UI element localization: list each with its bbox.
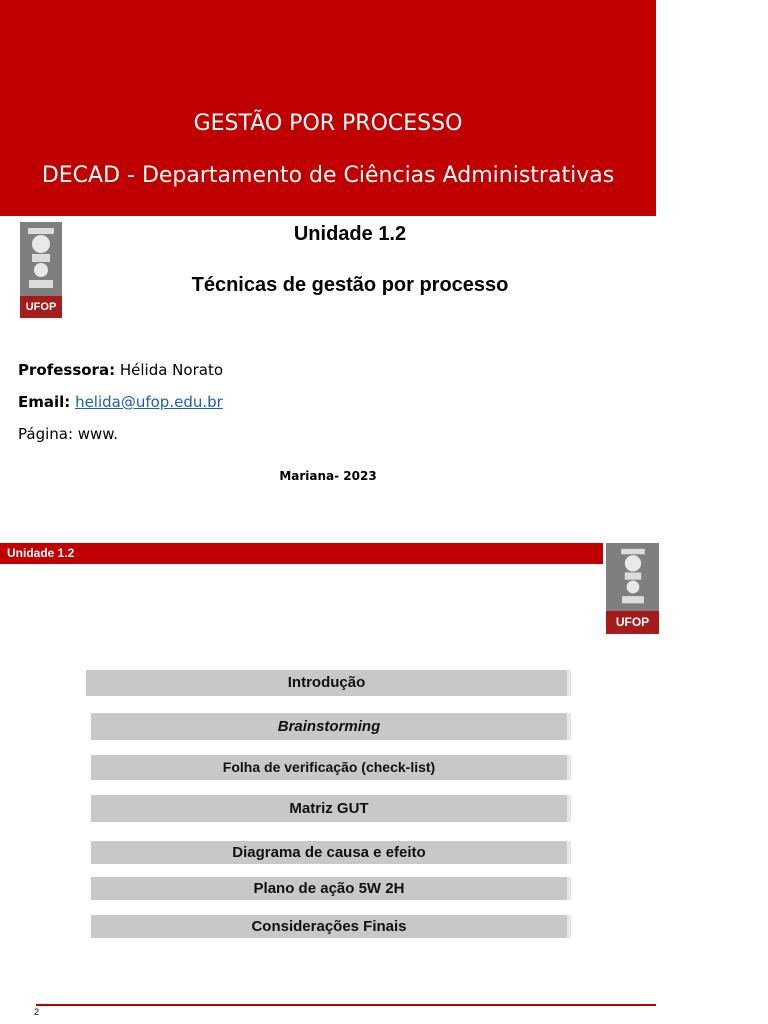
professor-line bbox=[18, 361, 223, 379]
ufop-logo-text: UFOP bbox=[20, 296, 62, 318]
agenda-item-diagrama[interactable]: Diagrama de causa e efeito bbox=[91, 841, 571, 864]
unit-title: Unidade 1.2 bbox=[293, 223, 407, 245]
ufop-logo-text: UFOP bbox=[606, 611, 659, 634]
agenda-item-consideracoes[interactable]: Considerações Finais bbox=[91, 915, 571, 938]
agenda-item-introducao[interactable]: Introdução bbox=[86, 670, 571, 696]
agenda-item-folha-verificacao[interactable]: Folha de verificação (check-list) bbox=[91, 755, 571, 780]
email-line bbox=[18, 393, 223, 411]
ufop-logo-2 bbox=[606, 543, 659, 634]
agenda-item-matriz-gut[interactable]: Matriz GUT bbox=[91, 795, 571, 822]
professor-label: Professora: bbox=[18, 361, 116, 379]
slide2-header-bar bbox=[0, 543, 603, 564]
agenda-item-brainstorming[interactable]: Brainstorming bbox=[91, 713, 571, 740]
email-link[interactable]: helida@ufop.edu.br bbox=[75, 393, 223, 411]
footer-divider bbox=[36, 1004, 656, 1006]
course-title: GESTÃO POR PROCESSO bbox=[193, 111, 463, 136]
unit-subtitle: Técnicas de gestão por processo bbox=[191, 274, 509, 296]
professor-name: Hélida Norato bbox=[119, 361, 223, 379]
agenda-item-plano-acao[interactable]: Plano de ação 5W 2H bbox=[91, 877, 571, 900]
page-line: Página: www. bbox=[18, 425, 118, 443]
slide2-header: Unidade 1.2 bbox=[7, 546, 75, 560]
place-date: Mariana- 2023 bbox=[279, 469, 377, 483]
page-number: 2 bbox=[34, 1007, 40, 1017]
department-title: DECAD - Departamento de Ciências Administrativas bbox=[41, 163, 615, 188]
email-label: Email: bbox=[18, 393, 71, 411]
statue-icon bbox=[606, 543, 659, 611]
